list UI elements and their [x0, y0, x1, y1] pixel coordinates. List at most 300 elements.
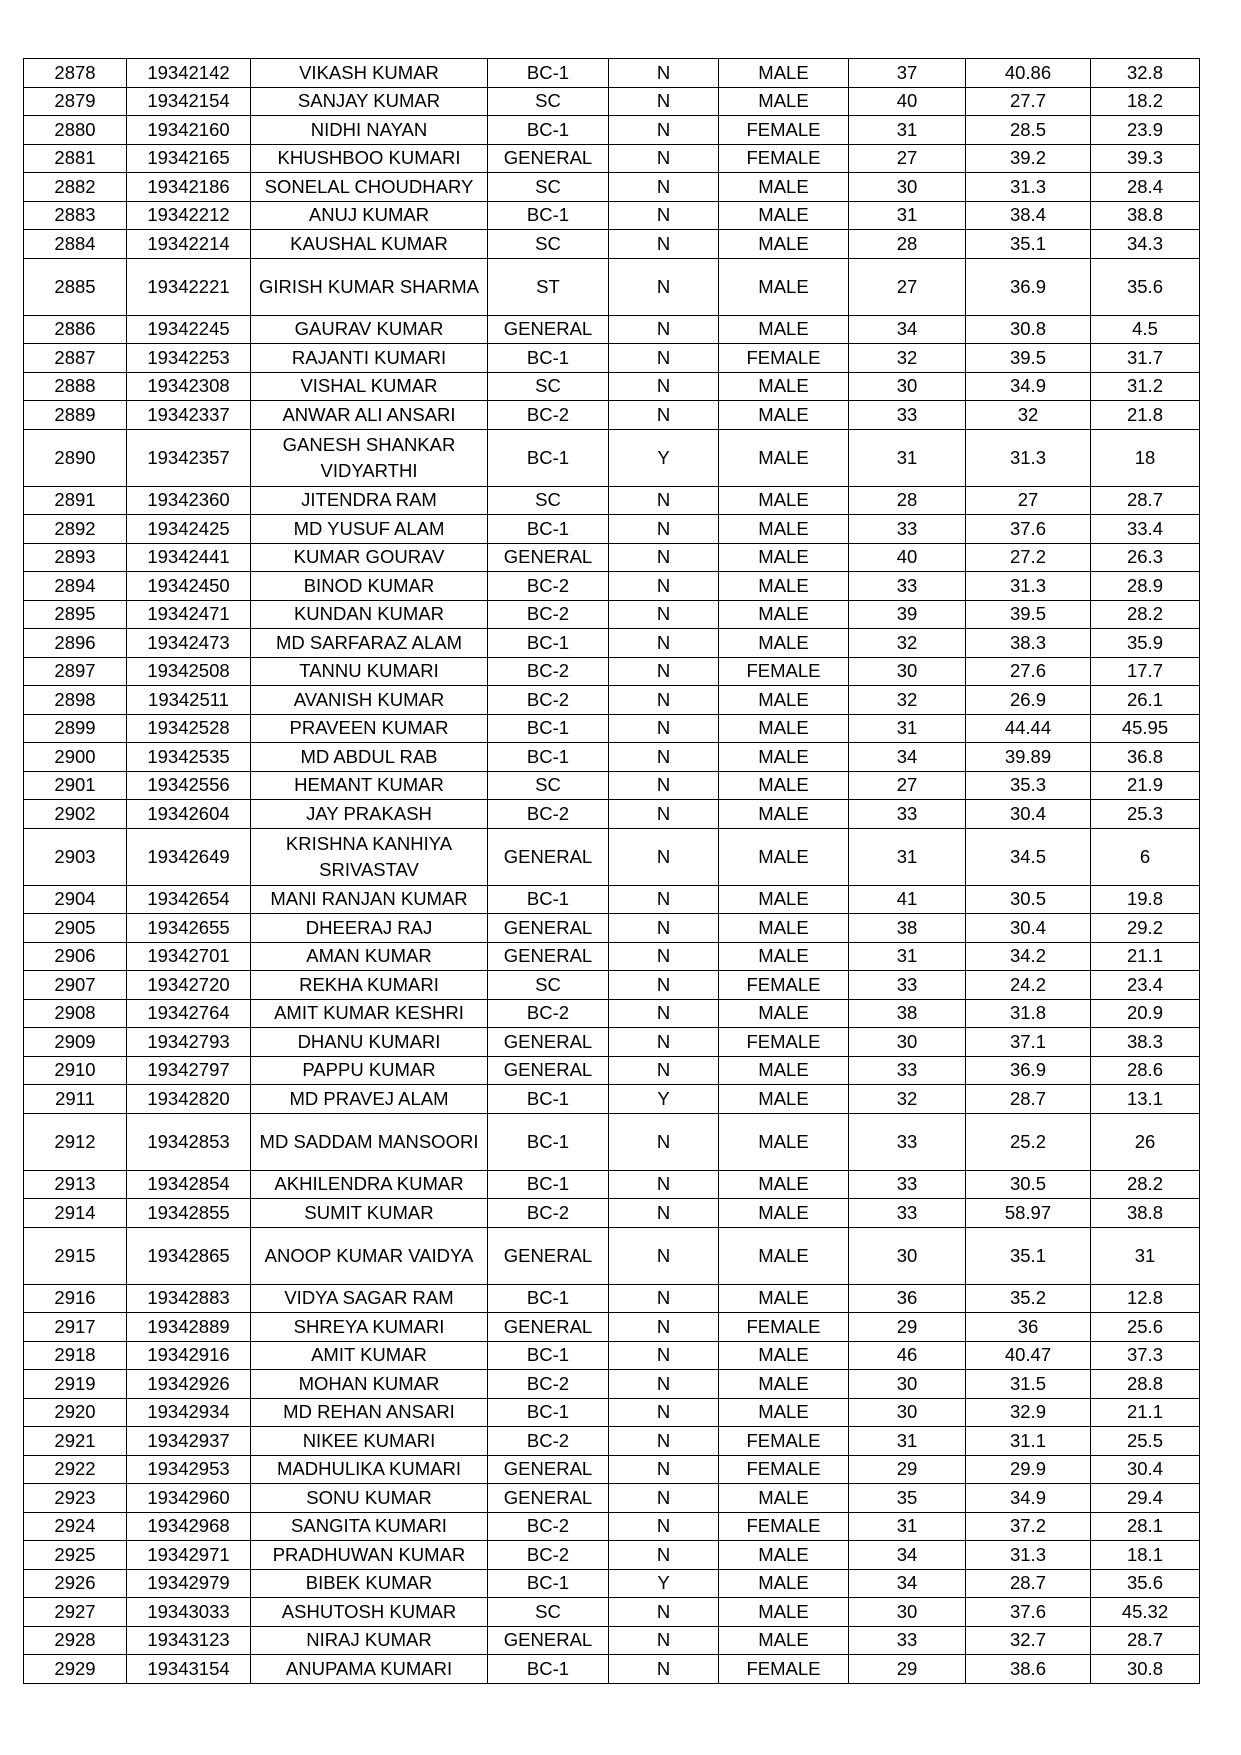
cell-serial-no: 2897: [24, 657, 127, 686]
cell-age: 31: [849, 828, 966, 885]
cell-category: GENERAL: [488, 1455, 609, 1484]
cell-gender: MALE: [719, 686, 849, 715]
cell-serial-no: 2916: [24, 1284, 127, 1313]
cell-score-b: 21.8: [1091, 401, 1200, 430]
table-row: [24, 372, 1200, 401]
table-row: [24, 258, 1200, 315]
cell-serial-no: 2880: [24, 116, 127, 145]
table-row: [24, 173, 1200, 202]
cell-score-b: 4.5: [1091, 315, 1200, 344]
cell-candidate-name: NIDHI NAYAN: [251, 116, 488, 145]
cell-score-a: 30.8: [966, 315, 1091, 344]
cell-flag: N: [609, 372, 719, 401]
cell-score-b: 28.1: [1091, 1512, 1200, 1541]
table-row: [24, 1598, 1200, 1627]
cell-flag: N: [609, 1655, 719, 1684]
cell-score-b: 28.9: [1091, 572, 1200, 601]
cell-score-a: 38.6: [966, 1655, 1091, 1684]
cell-gender: MALE: [719, 1199, 849, 1228]
cell-category: GENERAL: [488, 914, 609, 943]
cell-score-b: 19.8: [1091, 885, 1200, 914]
cell-score-a: 31.3: [966, 572, 1091, 601]
cell-category: BC-2: [488, 401, 609, 430]
cell-candidate-name: GIRISH KUMAR SHARMA: [251, 258, 488, 315]
table-row: [24, 59, 1200, 88]
cell-age: 46: [849, 1341, 966, 1370]
cell-score-a: 35.1: [966, 230, 1091, 259]
cell-serial-no: 2878: [24, 59, 127, 88]
cell-serial-no: 2912: [24, 1113, 127, 1170]
cell-age: 29: [849, 1455, 966, 1484]
cell-category: SC: [488, 486, 609, 515]
cell-serial-no: 2921: [24, 1427, 127, 1456]
cell-candidate-name: REKHA KUMARI: [251, 971, 488, 1000]
cell-score-b: 35.6: [1091, 258, 1200, 315]
cell-flag: N: [609, 1370, 719, 1399]
cell-age: 33: [849, 572, 966, 601]
cell-gender: MALE: [719, 1227, 849, 1284]
cell-flag: N: [609, 1341, 719, 1370]
cell-candidate-name: PRADHUWAN KUMAR: [251, 1541, 488, 1570]
table-row: [24, 1626, 1200, 1655]
table-row: [24, 629, 1200, 658]
cell-score-a: 30.4: [966, 914, 1091, 943]
cell-score-a: 39.2: [966, 144, 1091, 173]
cell-score-b: 26.3: [1091, 543, 1200, 572]
cell-candidate-name: AVANISH KUMAR: [251, 686, 488, 715]
cell-serial-no: 2925: [24, 1541, 127, 1570]
cell-score-a: 31.3: [966, 429, 1091, 486]
cell-category: BC-1: [488, 1284, 609, 1313]
cell-roll-no: 19342214: [127, 230, 251, 259]
cell-category: SC: [488, 1598, 609, 1627]
cell-serial-no: 2884: [24, 230, 127, 259]
table-row: [24, 1085, 1200, 1114]
cell-score-a: 35.3: [966, 771, 1091, 800]
cell-flag: N: [609, 1398, 719, 1427]
cell-roll-no: 19342308: [127, 372, 251, 401]
cell-score-a: 38.4: [966, 201, 1091, 230]
cell-gender: MALE: [719, 1170, 849, 1199]
cell-serial-no: 2885: [24, 258, 127, 315]
cell-roll-no: 19342441: [127, 543, 251, 572]
cell-serial-no: 2907: [24, 971, 127, 1000]
table-row: [24, 572, 1200, 601]
cell-candidate-name: MOHAN KUMAR: [251, 1370, 488, 1399]
cell-candidate-name: GAURAV KUMAR: [251, 315, 488, 344]
cell-gender: MALE: [719, 1541, 849, 1570]
cell-age: 31: [849, 116, 966, 145]
cell-roll-no: 19342937: [127, 1427, 251, 1456]
cell-age: 27: [849, 258, 966, 315]
cell-category: GENERAL: [488, 1313, 609, 1342]
cell-age: 39: [849, 600, 966, 629]
cell-serial-no: 2926: [24, 1569, 127, 1598]
cell-category: BC-1: [488, 1569, 609, 1598]
cell-gender: MALE: [719, 87, 849, 116]
cell-serial-no: 2889: [24, 401, 127, 430]
cell-gender: FEMALE: [719, 1028, 849, 1057]
cell-roll-no: 19342883: [127, 1284, 251, 1313]
cell-serial-no: 2883: [24, 201, 127, 230]
cell-gender: MALE: [719, 515, 849, 544]
cell-score-b: 35.6: [1091, 1569, 1200, 1598]
cell-serial-no: 2892: [24, 515, 127, 544]
cell-candidate-name: ANOOP KUMAR VAIDYA: [251, 1227, 488, 1284]
cell-category: BC-1: [488, 1113, 609, 1170]
cell-score-a: 36.9: [966, 258, 1091, 315]
cell-age: 33: [849, 1626, 966, 1655]
cell-gender: FEMALE: [719, 1313, 849, 1342]
cell-score-b: 28.8: [1091, 1370, 1200, 1399]
cell-flag: N: [609, 230, 719, 259]
cell-score-b: 38.3: [1091, 1028, 1200, 1057]
cell-score-a: 27.7: [966, 87, 1091, 116]
cell-gender: MALE: [719, 1598, 849, 1627]
cell-category: GENERAL: [488, 1227, 609, 1284]
cell-candidate-name: SONU KUMAR: [251, 1484, 488, 1513]
cell-age: 33: [849, 515, 966, 544]
cell-serial-no: 2902: [24, 800, 127, 829]
cell-roll-no: 19342508: [127, 657, 251, 686]
cell-gender: MALE: [719, 1341, 849, 1370]
cell-gender: MALE: [719, 230, 849, 259]
cell-roll-no: 19342154: [127, 87, 251, 116]
cell-flag: Y: [609, 1085, 719, 1114]
table-row: [24, 942, 1200, 971]
cell-score-a: 37.6: [966, 515, 1091, 544]
cell-category: BC-1: [488, 201, 609, 230]
cell-age: 29: [849, 1313, 966, 1342]
cell-roll-no: 19342604: [127, 800, 251, 829]
cell-flag: N: [609, 201, 719, 230]
table-row: [24, 1227, 1200, 1284]
cell-score-b: 28.7: [1091, 1626, 1200, 1655]
cell-roll-no: 19342654: [127, 885, 251, 914]
table-row: [24, 743, 1200, 772]
cell-score-a: 32: [966, 401, 1091, 430]
cell-age: 40: [849, 543, 966, 572]
cell-candidate-name: HEMANT KUMAR: [251, 771, 488, 800]
cell-category: SC: [488, 771, 609, 800]
cell-flag: Y: [609, 429, 719, 486]
cell-gender: MALE: [719, 771, 849, 800]
cell-age: 32: [849, 686, 966, 715]
cell-candidate-name: TANNU KUMARI: [251, 657, 488, 686]
table-row: [24, 429, 1200, 486]
cell-gender: MALE: [719, 201, 849, 230]
cell-flag: N: [609, 600, 719, 629]
cell-roll-no: 19342971: [127, 1541, 251, 1570]
table-row: [24, 1028, 1200, 1057]
cell-category: ST: [488, 258, 609, 315]
cell-gender: MALE: [719, 1056, 849, 1085]
cell-roll-no: 19342934: [127, 1398, 251, 1427]
cell-category: BC-1: [488, 344, 609, 373]
cell-gender: MALE: [719, 1113, 849, 1170]
cell-score-b: 25.3: [1091, 800, 1200, 829]
cell-score-a: 58.97: [966, 1199, 1091, 1228]
cell-flag: N: [609, 771, 719, 800]
cell-serial-no: 2886: [24, 315, 127, 344]
cell-category: GENERAL: [488, 828, 609, 885]
cell-age: 32: [849, 344, 966, 373]
cell-flag: N: [609, 629, 719, 658]
cell-gender: MALE: [719, 59, 849, 88]
table-row: [24, 1341, 1200, 1370]
cell-candidate-name: KUMAR GOURAV: [251, 543, 488, 572]
table-row: [24, 1370, 1200, 1399]
cell-candidate-name: JAY PRAKASH: [251, 800, 488, 829]
cell-category: BC-2: [488, 1541, 609, 1570]
cell-score-b: 38.8: [1091, 201, 1200, 230]
cell-gender: MALE: [719, 429, 849, 486]
table-row: [24, 515, 1200, 544]
cell-flag: N: [609, 315, 719, 344]
table-row: [24, 1655, 1200, 1684]
cell-candidate-name: MD ABDUL RAB: [251, 743, 488, 772]
cell-roll-no: 19342186: [127, 173, 251, 202]
cell-category: BC-2: [488, 1370, 609, 1399]
cell-gender: FEMALE: [719, 657, 849, 686]
cell-age: 33: [849, 1113, 966, 1170]
cell-roll-no: 19342535: [127, 743, 251, 772]
table-row: [24, 87, 1200, 116]
cell-serial-no: 2909: [24, 1028, 127, 1057]
cell-candidate-name: KHUSHBOO KUMARI: [251, 144, 488, 173]
cell-score-a: 30.5: [966, 1170, 1091, 1199]
cell-serial-no: 2906: [24, 942, 127, 971]
cell-gender: MALE: [719, 1085, 849, 1114]
table-row: [24, 344, 1200, 373]
cell-serial-no: 2881: [24, 144, 127, 173]
cell-category: BC-1: [488, 885, 609, 914]
table-row: [24, 828, 1200, 885]
table-row: [24, 885, 1200, 914]
cell-score-a: 28.7: [966, 1085, 1091, 1114]
cell-candidate-name: SANJAY KUMAR: [251, 87, 488, 116]
cell-flag: N: [609, 116, 719, 145]
cell-candidate-name: MD SARFARAZ ALAM: [251, 629, 488, 658]
cell-serial-no: 2887: [24, 344, 127, 373]
cell-roll-no: 19342889: [127, 1313, 251, 1342]
cell-score-a: 31.3: [966, 173, 1091, 202]
cell-age: 34: [849, 315, 966, 344]
cell-candidate-name: AMIT KUMAR KESHRI: [251, 999, 488, 1028]
cell-gender: MALE: [719, 800, 849, 829]
cell-serial-no: 2901: [24, 771, 127, 800]
cell-score-a: 31.3: [966, 1541, 1091, 1570]
cell-roll-no: 19342953: [127, 1455, 251, 1484]
cell-category: BC-1: [488, 59, 609, 88]
cell-category: BC-2: [488, 1512, 609, 1541]
table-row: [24, 1512, 1200, 1541]
cell-roll-no: 19342960: [127, 1484, 251, 1513]
cell-roll-no: 19342511: [127, 686, 251, 715]
table-row: [24, 1569, 1200, 1598]
cell-category: BC-2: [488, 572, 609, 601]
cell-flag: N: [609, 1541, 719, 1570]
cell-score-a: 24.2: [966, 971, 1091, 1000]
cell-score-a: 32.9: [966, 1398, 1091, 1427]
cell-gender: MALE: [719, 173, 849, 202]
cell-score-b: 28.4: [1091, 173, 1200, 202]
cell-score-b: 39.3: [1091, 144, 1200, 173]
cell-gender: FEMALE: [719, 1455, 849, 1484]
cell-flag: Y: [609, 1569, 719, 1598]
cell-category: BC-2: [488, 686, 609, 715]
cell-candidate-name: PAPPU KUMAR: [251, 1056, 488, 1085]
cell-serial-no: 2914: [24, 1199, 127, 1228]
cell-score-a: 29.9: [966, 1455, 1091, 1484]
cell-flag: N: [609, 486, 719, 515]
cell-candidate-name: AMIT KUMAR: [251, 1341, 488, 1370]
table-row: [24, 230, 1200, 259]
cell-score-b: 6: [1091, 828, 1200, 885]
cell-candidate-name: SANGITA KUMARI: [251, 1512, 488, 1541]
cell-gender: MALE: [719, 372, 849, 401]
cell-flag: N: [609, 971, 719, 1000]
cell-score-a: 34.9: [966, 372, 1091, 401]
cell-category: GENERAL: [488, 1056, 609, 1085]
cell-score-b: 20.9: [1091, 999, 1200, 1028]
table-row: [24, 1398, 1200, 1427]
cell-candidate-name: AKHILENDRA KUMAR: [251, 1170, 488, 1199]
cell-roll-no: 19342968: [127, 1512, 251, 1541]
cell-category: BC-1: [488, 515, 609, 544]
cell-roll-no: 19342556: [127, 771, 251, 800]
cell-score-b: 37.3: [1091, 1341, 1200, 1370]
cell-roll-no: 19343123: [127, 1626, 251, 1655]
cell-candidate-name: BINOD KUMAR: [251, 572, 488, 601]
cell-score-a: 32.7: [966, 1626, 1091, 1655]
cell-age: 31: [849, 942, 966, 971]
cell-flag: N: [609, 714, 719, 743]
cell-serial-no: 2918: [24, 1341, 127, 1370]
table-row: [24, 999, 1200, 1028]
cell-roll-no: 19342720: [127, 971, 251, 1000]
cell-flag: N: [609, 657, 719, 686]
cell-serial-no: 2928: [24, 1626, 127, 1655]
cell-serial-no: 2898: [24, 686, 127, 715]
cell-candidate-name: ASHUTOSH KUMAR: [251, 1598, 488, 1627]
cell-gender: FEMALE: [719, 144, 849, 173]
cell-serial-no: 2894: [24, 572, 127, 601]
cell-score-a: 27: [966, 486, 1091, 515]
table-row: [24, 401, 1200, 430]
cell-age: 33: [849, 800, 966, 829]
cell-score-b: 36.8: [1091, 743, 1200, 772]
cell-flag: N: [609, 258, 719, 315]
cell-candidate-name: VIKASH KUMAR: [251, 59, 488, 88]
cell-score-b: 30.8: [1091, 1655, 1200, 1684]
cell-score-b: 38.8: [1091, 1199, 1200, 1228]
cell-candidate-name: SUMIT KUMAR: [251, 1199, 488, 1228]
cell-age: 36: [849, 1284, 966, 1313]
cell-flag: N: [609, 885, 719, 914]
cell-candidate-name: SHREYA KUMARI: [251, 1313, 488, 1342]
cell-roll-no: 19342450: [127, 572, 251, 601]
cell-flag: N: [609, 1284, 719, 1313]
table-row: [24, 1427, 1200, 1456]
table-row: [24, 600, 1200, 629]
cell-category: SC: [488, 230, 609, 259]
cell-flag: N: [609, 999, 719, 1028]
cell-candidate-name: KRISHNA KANHIYA SRIVASTAV: [251, 828, 488, 885]
cell-age: 35: [849, 1484, 966, 1513]
cell-age: 38: [849, 999, 966, 1028]
cell-flag: N: [609, 1113, 719, 1170]
cell-age: 30: [849, 1398, 966, 1427]
table-row: [24, 1056, 1200, 1085]
cell-gender: MALE: [719, 828, 849, 885]
table-body: [24, 59, 1200, 1684]
cell-category: GENERAL: [488, 144, 609, 173]
cell-roll-no: 19342865: [127, 1227, 251, 1284]
cell-serial-no: 2908: [24, 999, 127, 1028]
cell-flag: N: [609, 87, 719, 116]
cell-flag: N: [609, 1227, 719, 1284]
cell-category: BC-1: [488, 1341, 609, 1370]
table-row: [24, 543, 1200, 572]
cell-candidate-name: KUNDAN KUMAR: [251, 600, 488, 629]
table-row: [24, 1284, 1200, 1313]
cell-serial-no: 2893: [24, 543, 127, 572]
cell-roll-no: 19343033: [127, 1598, 251, 1627]
cell-score-b: 23.4: [1091, 971, 1200, 1000]
cell-category: SC: [488, 87, 609, 116]
cell-age: 28: [849, 486, 966, 515]
cell-score-a: 31.1: [966, 1427, 1091, 1456]
cell-roll-no: 19342979: [127, 1569, 251, 1598]
cell-serial-no: 2896: [24, 629, 127, 658]
cell-score-b: 34.3: [1091, 230, 1200, 259]
cell-roll-no: 19342853: [127, 1113, 251, 1170]
cell-candidate-name: PRAVEEN KUMAR: [251, 714, 488, 743]
cell-gender: MALE: [719, 1569, 849, 1598]
cell-gender: MALE: [719, 743, 849, 772]
table-row: [24, 1541, 1200, 1570]
cell-age: 37: [849, 59, 966, 88]
cell-gender: MALE: [719, 543, 849, 572]
cell-candidate-name: JITENDRA RAM: [251, 486, 488, 515]
cell-roll-no: 19342916: [127, 1341, 251, 1370]
cell-candidate-name: GANESH SHANKAR VIDYARTHI: [251, 429, 488, 486]
cell-age: 33: [849, 401, 966, 430]
table-row: [24, 657, 1200, 686]
cell-age: 29: [849, 1655, 966, 1684]
cell-gender: MALE: [719, 1626, 849, 1655]
cell-category: GENERAL: [488, 315, 609, 344]
cell-roll-no: 19342649: [127, 828, 251, 885]
cell-category: SC: [488, 372, 609, 401]
cell-flag: N: [609, 59, 719, 88]
cell-serial-no: 2899: [24, 714, 127, 743]
cell-gender: MALE: [719, 486, 849, 515]
cell-flag: N: [609, 1626, 719, 1655]
cell-flag: N: [609, 401, 719, 430]
cell-category: BC-1: [488, 429, 609, 486]
cell-serial-no: 2882: [24, 173, 127, 202]
cell-score-a: 38.3: [966, 629, 1091, 658]
cell-roll-no: 19342357: [127, 429, 251, 486]
cell-category: BC-1: [488, 714, 609, 743]
cell-category: BC-1: [488, 629, 609, 658]
table-row: [24, 1199, 1200, 1228]
cell-candidate-name: MD PRAVEJ ALAM: [251, 1085, 488, 1114]
cell-category: BC-1: [488, 743, 609, 772]
cell-score-b: 28.2: [1091, 1170, 1200, 1199]
